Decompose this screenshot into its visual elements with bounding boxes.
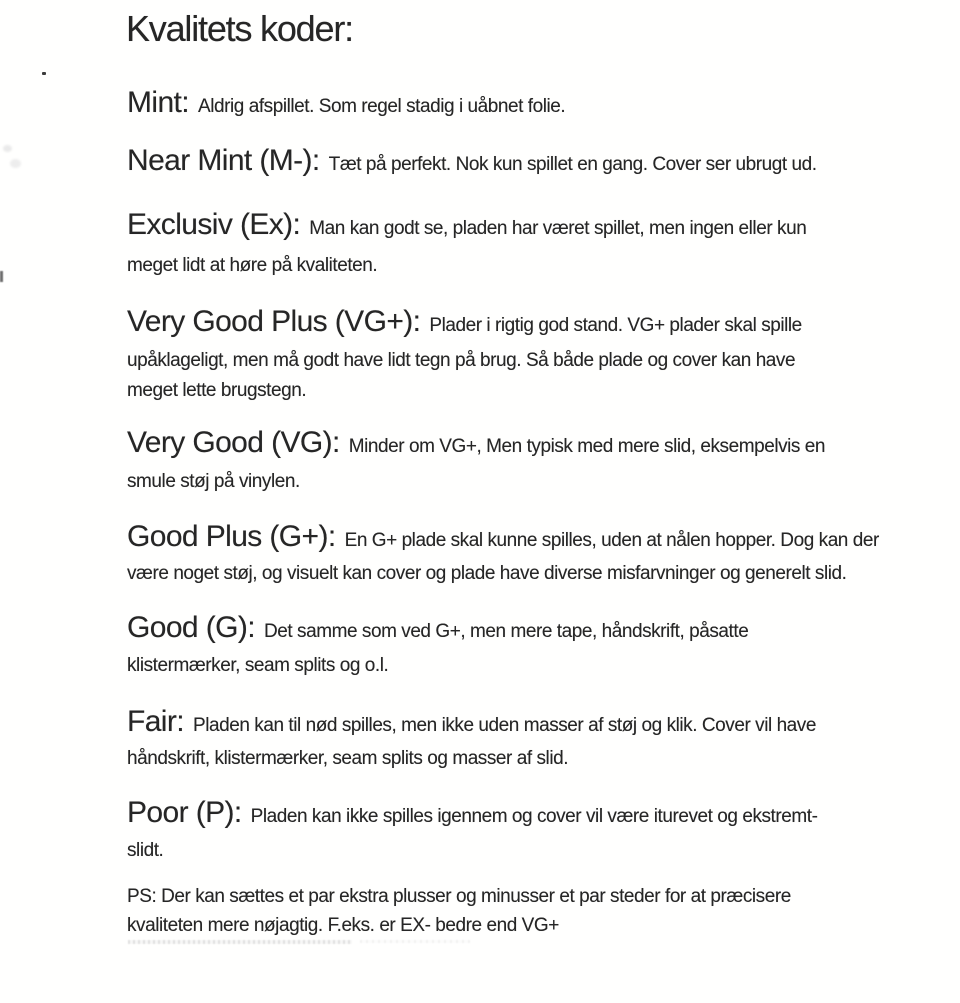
- grade-heading: Exclusiv (Ex):: [127, 208, 301, 241]
- grade-description: Det samme som ved G+, men mere tape, håndskrift, påsatte: [263, 621, 749, 642]
- scan-smudge: [10, 159, 21, 168]
- grade-description: Pladen kan til nød spilles, men ikke uden masser af støj og klik. Cover vil have: [193, 715, 816, 736]
- grade-description: Plader i rigtig god stand. VG+ plader skal spille: [429, 315, 802, 336]
- grade-heading: Mint:: [127, 86, 190, 119]
- grade-heading: Good (G):: [127, 611, 255, 644]
- grade-heading: Near Mint (M-):: [127, 144, 320, 177]
- grade-section-g-plus: [127, 518, 879, 560]
- grade-section-vg: [127, 424, 825, 466]
- scan-streak: [128, 940, 352, 944]
- grade-heading: Very Good Plus (VG+):: [127, 305, 421, 338]
- grade-description: Tæt på perfekt. Nok kun spillet en gang. Cover ser ubrugt ud.: [328, 154, 817, 175]
- scan-edge-mark: [0, 271, 3, 282]
- page-title: Kvalitets koder:: [126, 8, 353, 49]
- grade-description: En G+ plade skal kunne spilles, uden at nålen hopper. Dog kan der: [344, 530, 879, 551]
- postscript-line: PS: Der kan sættes et par ekstra plusser og minusser et par steder for at præcisere: [127, 886, 791, 907]
- scan-smudge: [3, 145, 12, 152]
- grade-description-line: klistermærker, seam splits og o.l.: [127, 655, 389, 676]
- grade-heading: Poor (P):: [127, 796, 242, 829]
- scan-speck-dot: [42, 72, 46, 75]
- grade-description-line: meget lidt at høre på kvaliteten.: [127, 255, 378, 276]
- grade-description: Aldrig afspillet. Som regel stadig i uåbnet folie.: [198, 96, 566, 117]
- grade-heading: Fair:: [127, 705, 185, 738]
- grade-description-line: håndskrift, klistermærker, seam splits og masser af slid.: [127, 748, 569, 769]
- grade-section-poor: [127, 794, 817, 836]
- grade-description: Minder om VG+, Men typisk med mere slid, eksempelvis en: [348, 436, 826, 457]
- grade-section-exclusiv: [127, 206, 806, 248]
- scan-streak: [360, 940, 470, 943]
- grade-description-line: smule støj på vinylen.: [127, 471, 300, 492]
- grade-description-line: meget lette brugstegn.: [127, 380, 307, 401]
- grade-section-fair: [127, 703, 816, 745]
- grade-heading: Very Good (VG):: [127, 426, 340, 459]
- postscript-line: kvaliteten mere nøjagtig. F.eks. er EX- bedre end VG+: [127, 915, 559, 936]
- grade-description-line: være noget støj, og visuelt kan cover og plade have diverse misfarvninger og generelt slid.: [127, 563, 847, 584]
- grade-description-line: slidt.: [127, 840, 164, 861]
- grade-section-vg-plus: [127, 303, 802, 345]
- grade-description: Man kan godt se, pladen har været spillet, men ingen eller kun: [309, 218, 807, 239]
- grade-description-line: upåklageligt, men må godt have lidt tegn på brug. Så både plade og cover kan have: [127, 350, 796, 371]
- grade-section-mint: [127, 84, 565, 126]
- grade-heading: Good Plus (G+):: [127, 520, 336, 553]
- grade-section-near-mint: [127, 142, 817, 184]
- grade-description: Pladen kan ikke spilles igennem og cover vil være iturevet og ekstremt-: [250, 806, 818, 827]
- grade-section-good: [127, 609, 748, 651]
